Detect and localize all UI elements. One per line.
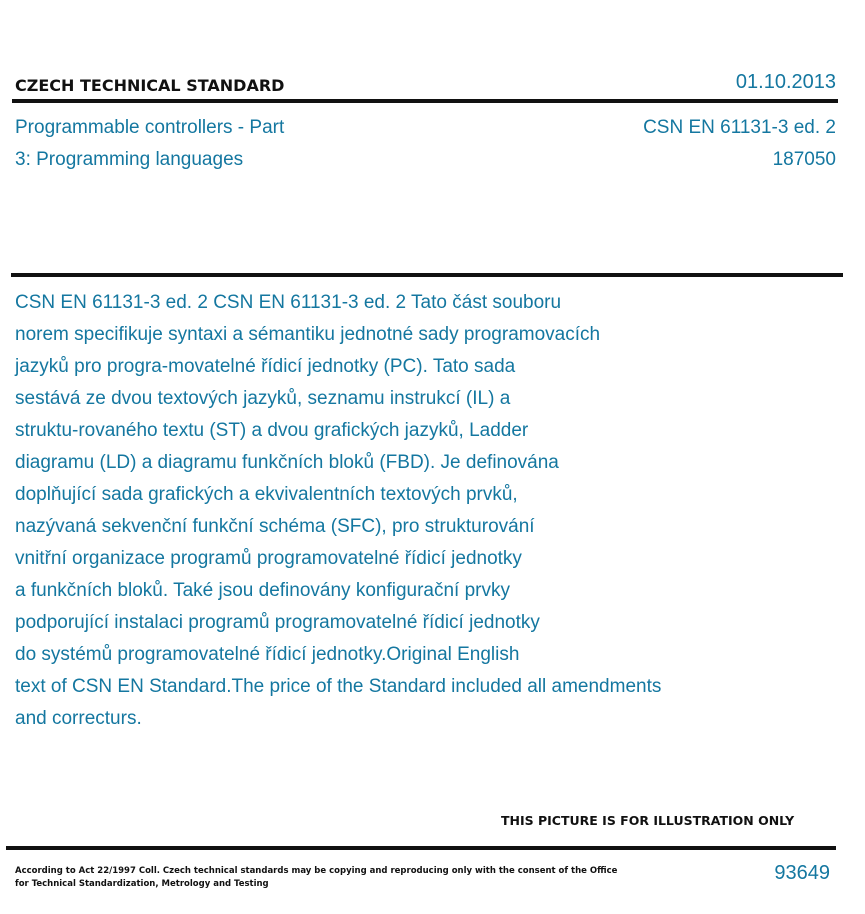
top-divider xyxy=(12,99,838,103)
description-line: text of CSN EN Standard.The price of the Standard included all amendments xyxy=(15,676,662,697)
middle-divider xyxy=(11,273,843,277)
description-line: norem specifikuje syntaxi a sémantiku jednotné sady programovacích xyxy=(15,324,601,345)
description-line: podporující instalaci programů programovatelné řídicí jednotky xyxy=(15,612,540,633)
description-line: a funkčních bloků. Také jsou definovány konfigurační prvky xyxy=(15,580,510,601)
description-line: doplňující sada grafických a ekvivalentních textových prvků, xyxy=(15,484,518,505)
legal-line: for Technical Standardization, Metrology and Testing xyxy=(15,879,269,889)
bottom-divider xyxy=(6,846,836,850)
standard-description xyxy=(15,287,775,735)
description-line: nazývaná sekvenční funkční schéma (SFC), pro strukturování xyxy=(15,516,535,537)
description-line: diagramu (LD) a diagramu funkčních bloků (FBD). Je definována xyxy=(15,452,559,473)
description-line: do systémů programovatelné řídicí jednotky.Original English xyxy=(15,644,520,665)
illustration-disclaimer: THIS PICTURE IS FOR ILLUSTRATION ONLY xyxy=(501,813,795,828)
description-line: jazyků pro progra-movatelné řídicí jednotky (PC). Tato sada xyxy=(15,356,516,377)
description-line: struktu-rovaného textu (ST) a dvou grafických jazyků, Ladder xyxy=(15,420,529,441)
document-code: 93649 xyxy=(774,862,830,884)
classification-code: 187050 xyxy=(772,149,836,170)
standard-title-line-1: Programmable controllers - Part xyxy=(15,117,285,138)
description-line: sestává ze dvou textových jazyků, seznamu instrukcí (IL) a xyxy=(15,388,511,409)
legal-notice xyxy=(15,865,618,891)
standard-number: CSN EN 61131-3 ed. 2 xyxy=(643,117,836,138)
description-line: vnitřní organizace programů programovatelné řídicí jednotky xyxy=(15,548,522,569)
description-line: and correcturs. xyxy=(15,708,142,729)
description-line: CSN EN 61131-3 ed. 2 CSN EN 61131-3 ed. 2 Tato část souboru xyxy=(15,292,562,313)
standard-title-line-2: 3: Programming languages xyxy=(15,149,244,170)
document-type-heading: CZECH TECHNICAL STANDARD xyxy=(15,76,285,95)
publication-date: 01.10.2013 xyxy=(735,71,836,93)
legal-line: According to Act 22/1997 Coll. Czech technical standards may be copying and reproducing only with the consent of the Office xyxy=(15,866,618,876)
